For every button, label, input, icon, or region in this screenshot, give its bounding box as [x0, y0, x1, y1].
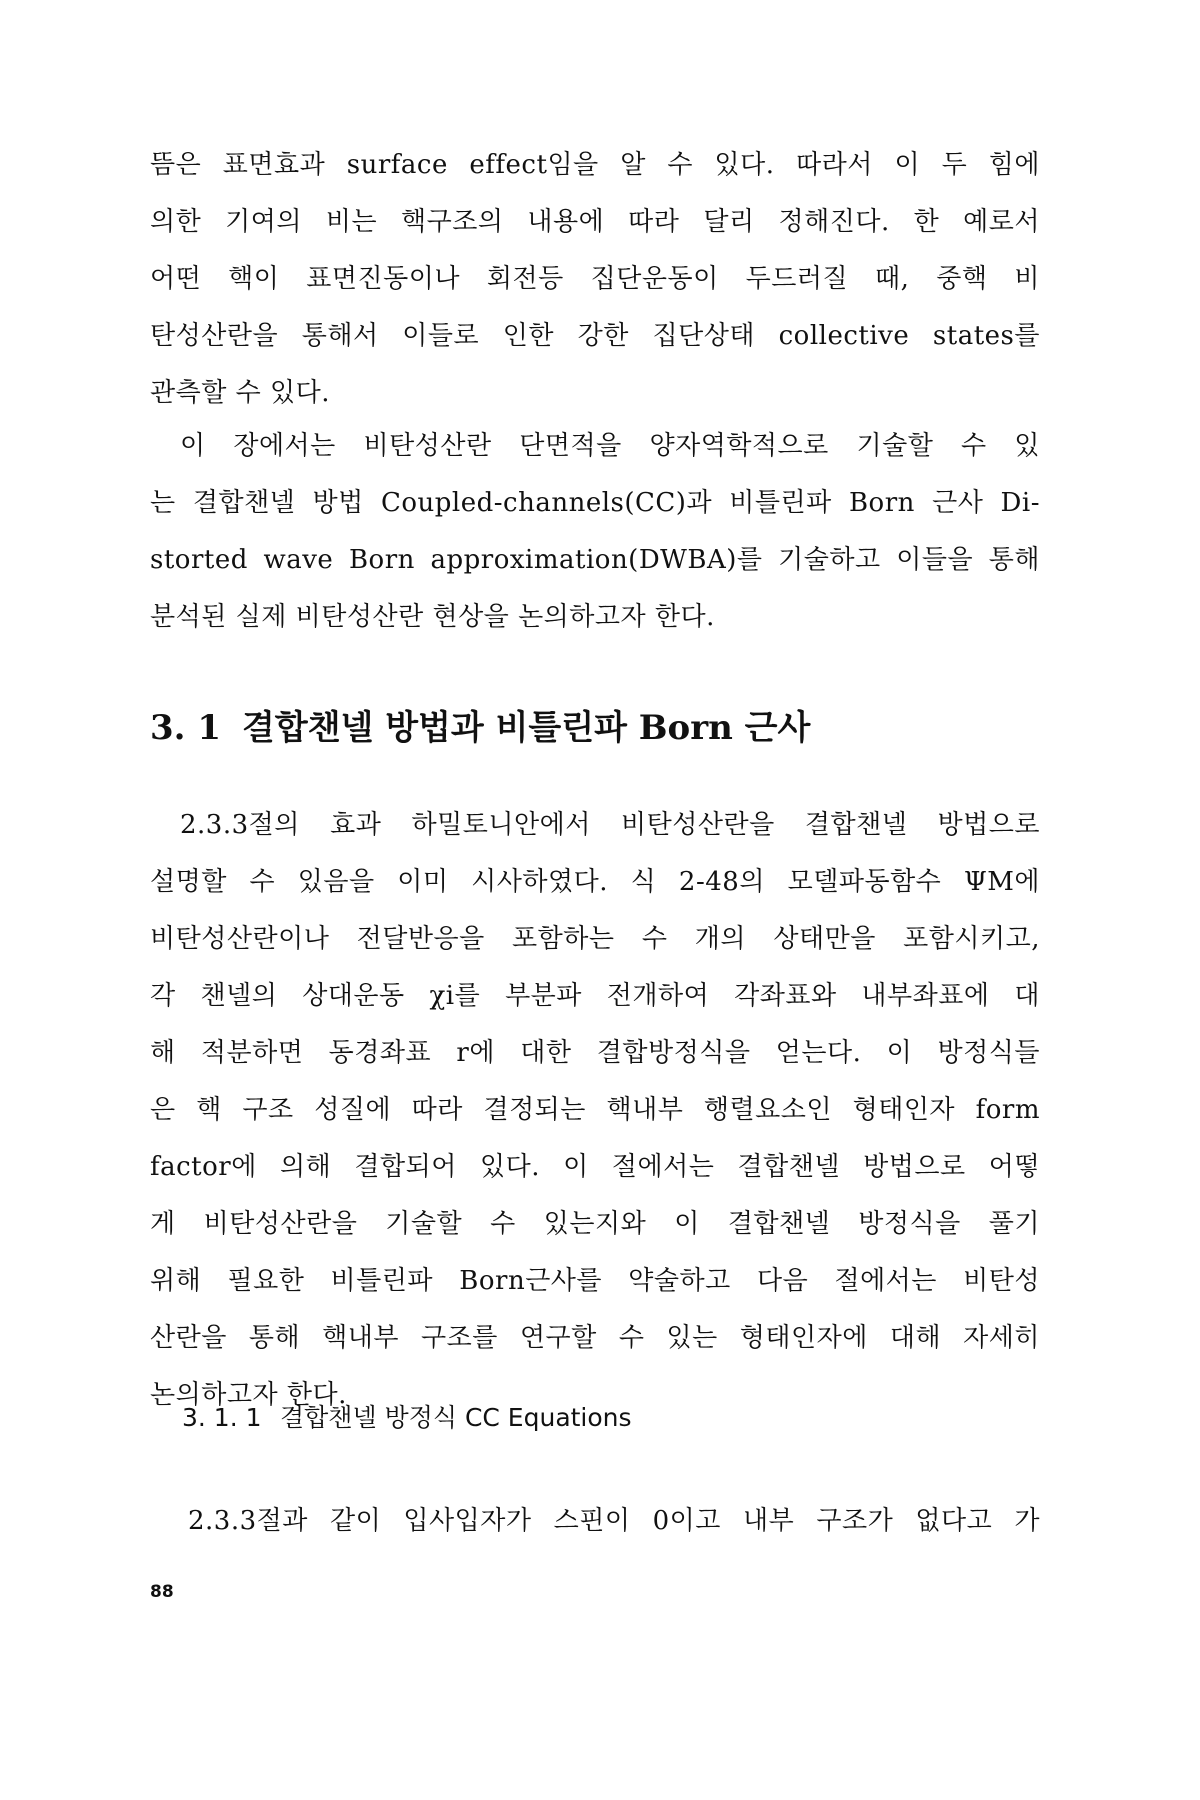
text-line: 분석된 실제 비탄성산란 현상을 논의하고자 한다. — [150, 602, 715, 632]
text-line: 관측할 수 있다. — [150, 378, 330, 408]
text-line: 탄성산란을 통해서 이들로 인한 강한 집단상태 collective states를 — [150, 321, 1040, 351]
subsection-heading — [182, 1398, 632, 1434]
paragraph-3 — [150, 797, 1040, 1424]
text-line: 비탄성산란이나 전달반응을 포함하는 수 개의 상태만을 포함시키고, — [150, 924, 1040, 954]
section-number: 3. 1 — [150, 708, 221, 748]
text-line: 이 장에서는 비탄성산란 단면적을 양자역학적으로 기술할 수 있 — [180, 431, 1040, 461]
text-line: 는 결합챈넬 방법 Coupled-channels(CC)과 비틀린파 Born 근사 Di- — [150, 488, 1040, 518]
text-line: factor에 의해 결합되어 있다. 이 절에서는 결합챈넬 방법으로 어떻 — [150, 1152, 1040, 1182]
text-line: storted wave Born approximation(DWBA)를 기술하고 이들을 통해 — [150, 545, 1040, 575]
text-line: 게 비탄성산란을 기술할 수 있는지와 이 결합챈넬 방정식을 풀기 — [150, 1209, 1040, 1239]
text-line: 어떤 핵이 표면진동이나 회전등 집단운동이 두드러질 때, 중핵 비 — [150, 264, 1040, 294]
text-line: 산란을 통해 핵내부 구조를 연구할 수 있는 형태인자에 대해 자세히 — [150, 1323, 1040, 1353]
text-line: 2.3.3절과 같이 입사입자가 스핀이 0이고 내부 구조가 없다고 가 — [188, 1506, 1040, 1536]
section-heading — [150, 700, 810, 749]
subsection-number: 3. 1. 1 — [182, 1403, 262, 1432]
paragraph-4 — [150, 1493, 1040, 1550]
text-line: 의한 기여의 비는 핵구조의 내용에 따라 달리 정해진다. 한 예로서 — [150, 207, 1040, 237]
subsection-title: 결합챈넬 방정식 CC Equations — [280, 1403, 632, 1432]
text-line: 은 핵 구조 성질에 따라 결정되는 핵내부 행렬요소인 형태인자 form — [150, 1095, 1040, 1125]
text-line: 설명할 수 있음을 이미 시사하였다. 식 2-48의 모델파동함수 ΨM에 — [150, 867, 1040, 897]
text-line: 각 챈넬의 상대운동 χi를 부분파 전개하여 각좌표와 내부좌표에 대 — [150, 981, 1040, 1011]
section-title: 결합챈넬 방법과 비틀린파 Born 근사 — [242, 708, 811, 748]
text-line: 해 적분하면 동경좌표 r에 대한 결합방정식을 얻는다. 이 방정식들 — [150, 1038, 1040, 1068]
text-line: 위해 필요한 비틀린파 Born근사를 약술하고 다음 절에서는 비탄성 — [150, 1266, 1040, 1296]
text-line: 논의하고자 한다. — [150, 1380, 347, 1410]
page-number: 88 — [150, 1582, 174, 1602]
paragraph-1 — [150, 137, 1040, 422]
paragraph-2 — [150, 418, 1040, 646]
text-line: 2.3.3절의 효과 하밀토니안에서 비탄성산란을 결합챈넬 방법으로 — [180, 810, 1040, 840]
text-line: 뜸은 표면효과 surface effect임을 알 수 있다. 따라서 이 두 힘에 — [150, 150, 1040, 180]
